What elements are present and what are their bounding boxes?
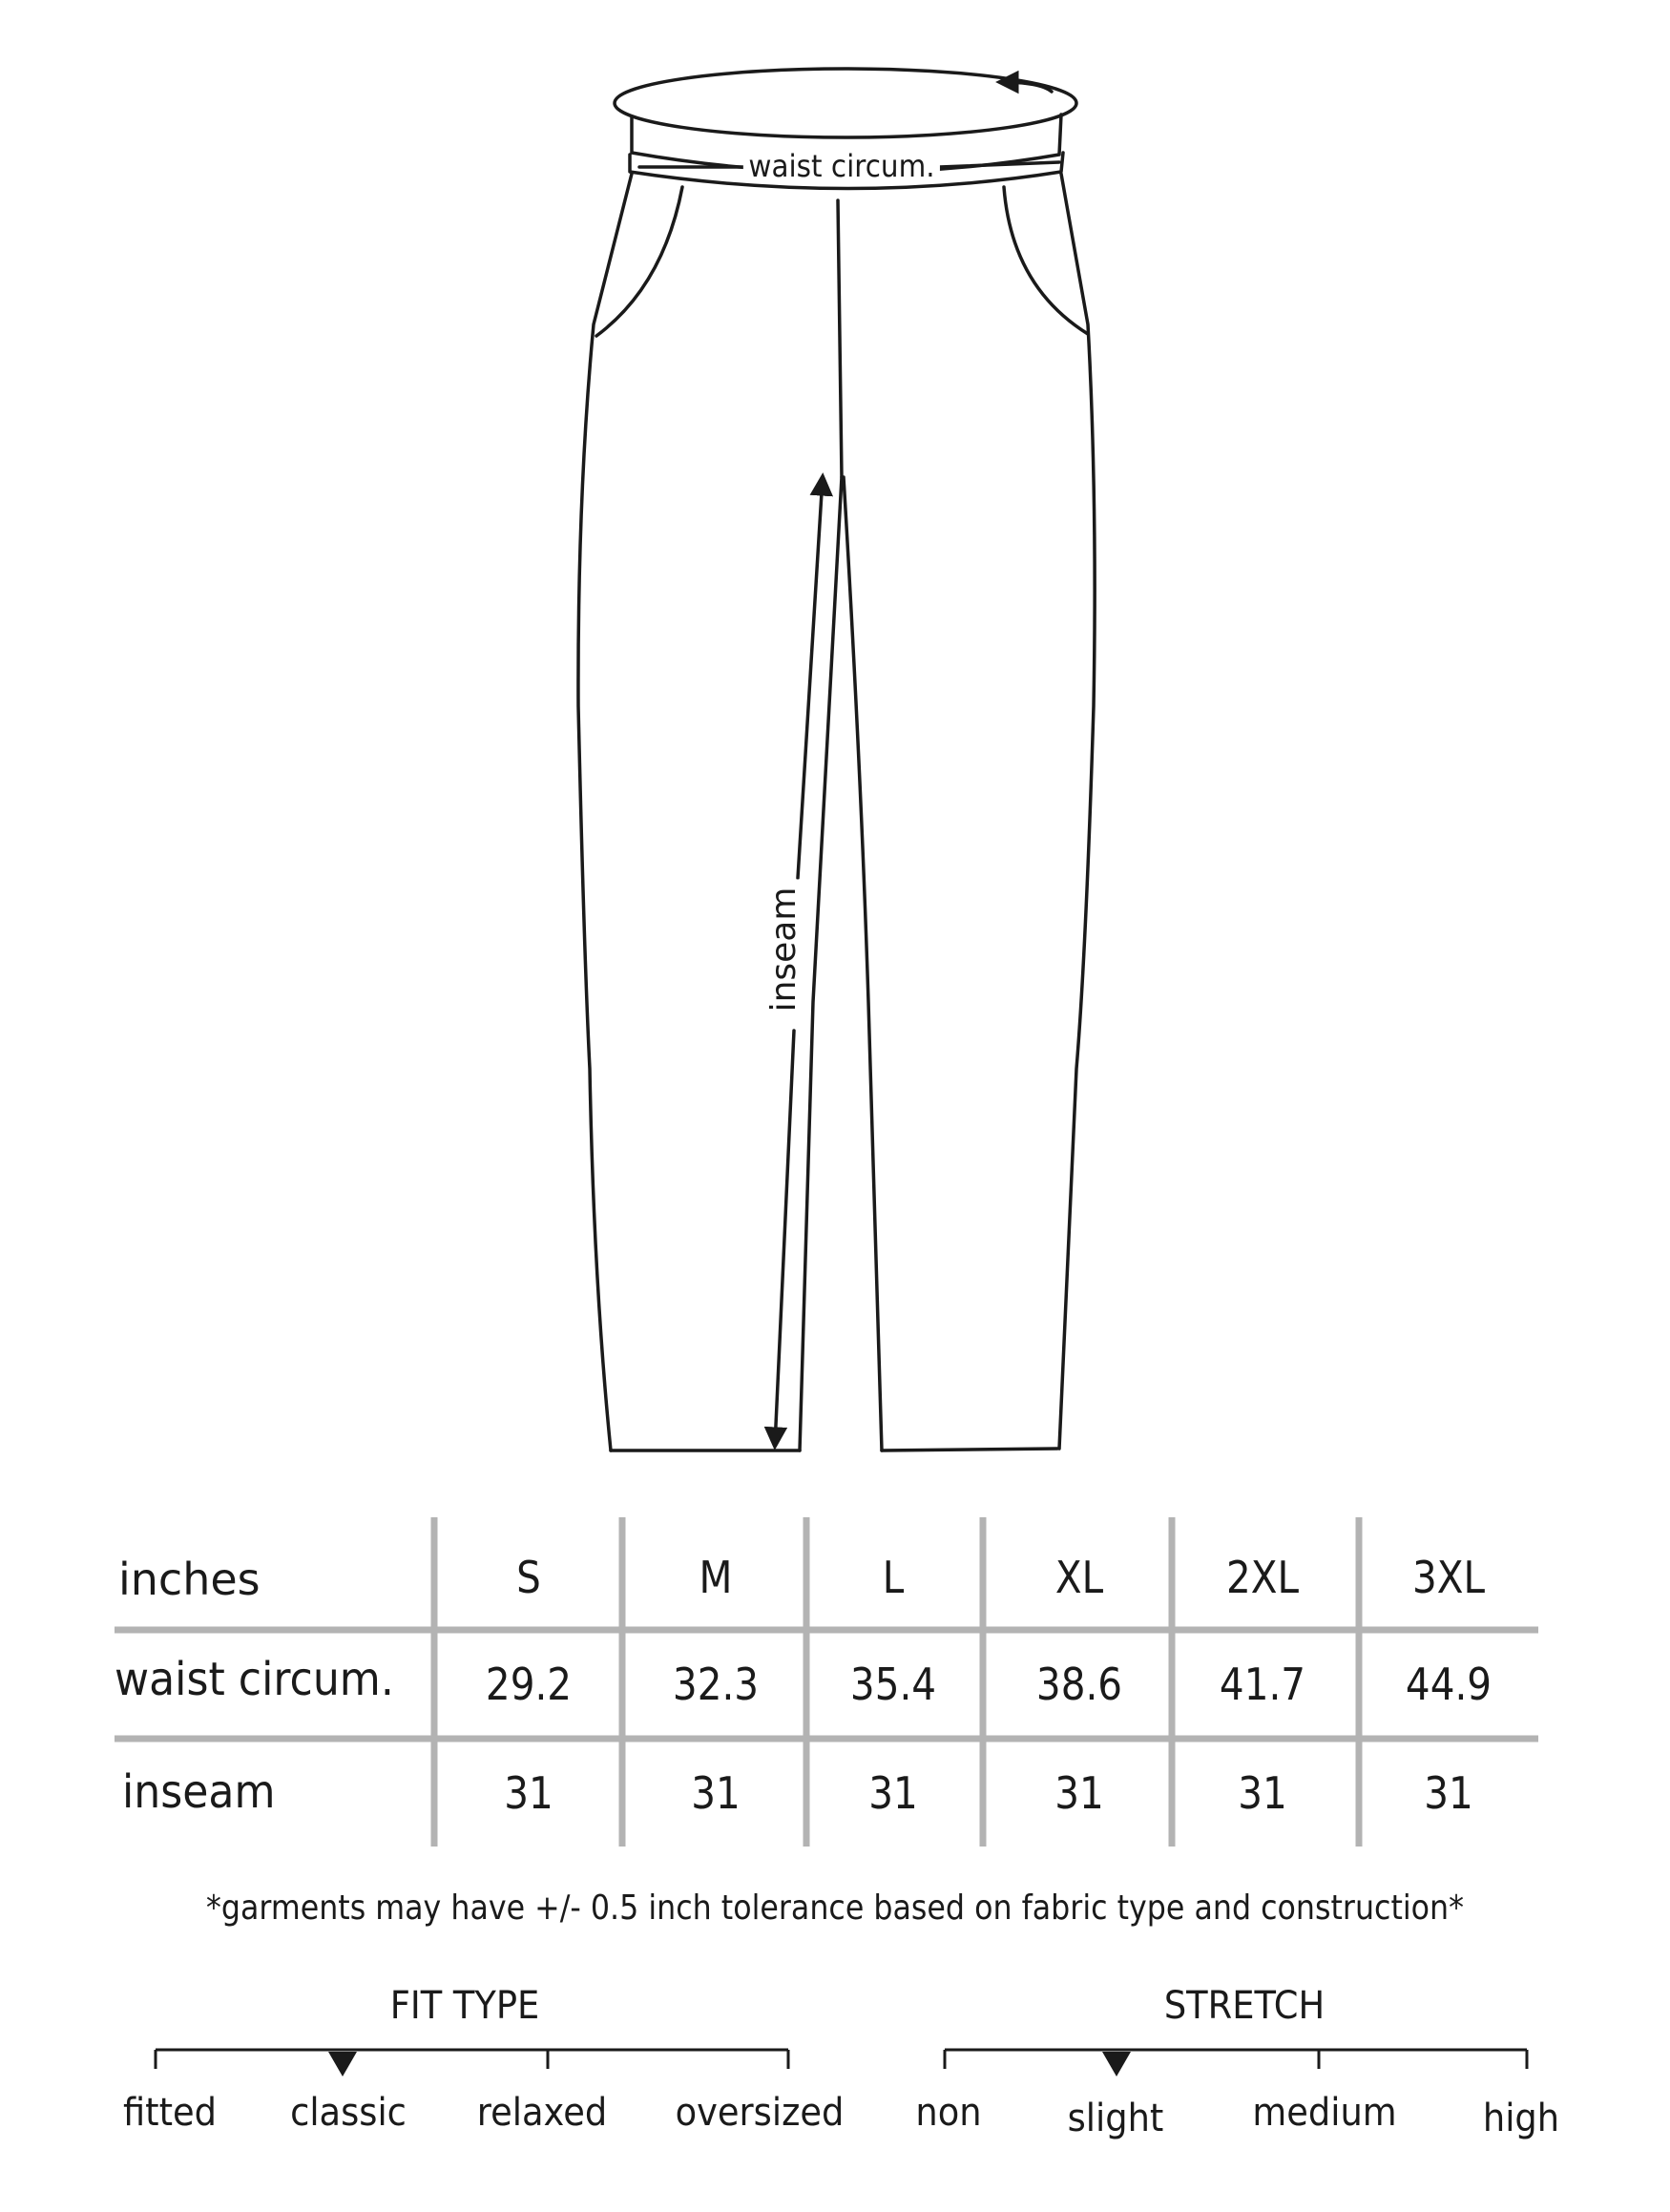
table-cell: 31 — [691, 1767, 741, 1819]
right-hem — [882, 1449, 1057, 1450]
table-cell: 35.4 — [849, 1659, 937, 1710]
table-cell: 38.6 — [1035, 1659, 1123, 1710]
left-inseam — [800, 477, 842, 1450]
stretch-option-slight: slight — [1067, 2097, 1164, 2140]
table-cell: 31 — [1424, 1767, 1473, 1819]
fit-option-relaxed: relaxed — [476, 2091, 608, 2135]
waist-arrow — [1000, 82, 1052, 92]
unit-label: inches — [118, 1554, 261, 1605]
row-label-inseam: inseam — [122, 1765, 276, 1819]
right-inseam — [844, 477, 882, 1450]
fit-option-fitted: fitted — [122, 2091, 218, 2135]
table-cell: 29.2 — [485, 1659, 573, 1710]
size-header-s: S — [516, 1552, 541, 1603]
table-cell: 41.7 — [1219, 1659, 1306, 1710]
table-cell: 31 — [504, 1767, 553, 1819]
fit-option-oversized: oversized — [675, 2091, 845, 2135]
stretch-option-medium: medium — [1252, 2091, 1397, 2135]
center-seam — [838, 200, 842, 477]
waist-circum-label: waist circum. — [743, 151, 940, 181]
fit-type-title: FIT TYPE — [389, 1984, 540, 2028]
row-label-waist: waist circum. — [115, 1653, 394, 1706]
size-header-3xl: 3XL — [1411, 1552, 1486, 1603]
stretch-option-non: non — [915, 2091, 982, 2135]
inseam-arrow-top — [798, 477, 823, 878]
tolerance-note: *garments may have +/- 0.5 inch tolerance based on fabric type and construction* — [206, 1889, 1464, 1928]
table-cell: 44.9 — [1405, 1659, 1493, 1710]
fit-option-classic: classic — [290, 2091, 407, 2135]
table-cell: 31 — [1054, 1767, 1104, 1819]
table-cell: 32.3 — [672, 1659, 760, 1710]
size-header-2xl: 2XL — [1225, 1552, 1300, 1603]
inseam-label: inseam — [767, 880, 802, 1020]
stretch-title: STRETCH — [1163, 1984, 1326, 2028]
fit-type-marker-icon — [328, 2052, 357, 2076]
table-cell: 31 — [1238, 1767, 1287, 1819]
size-header-l: L — [882, 1552, 905, 1603]
right-leg-outer — [1059, 174, 1095, 1449]
left-leg-outer — [578, 174, 632, 1450]
stretch-option-high: high — [1482, 2097, 1560, 2140]
inseam-arrow-bottom — [775, 1031, 794, 1446]
table-cell: 31 — [868, 1767, 918, 1819]
stretch-marker-icon — [1102, 2052, 1131, 2076]
size-header-xl: XL — [1054, 1552, 1104, 1603]
waist-ellipse — [615, 69, 1076, 137]
size-header-m: M — [699, 1552, 733, 1603]
